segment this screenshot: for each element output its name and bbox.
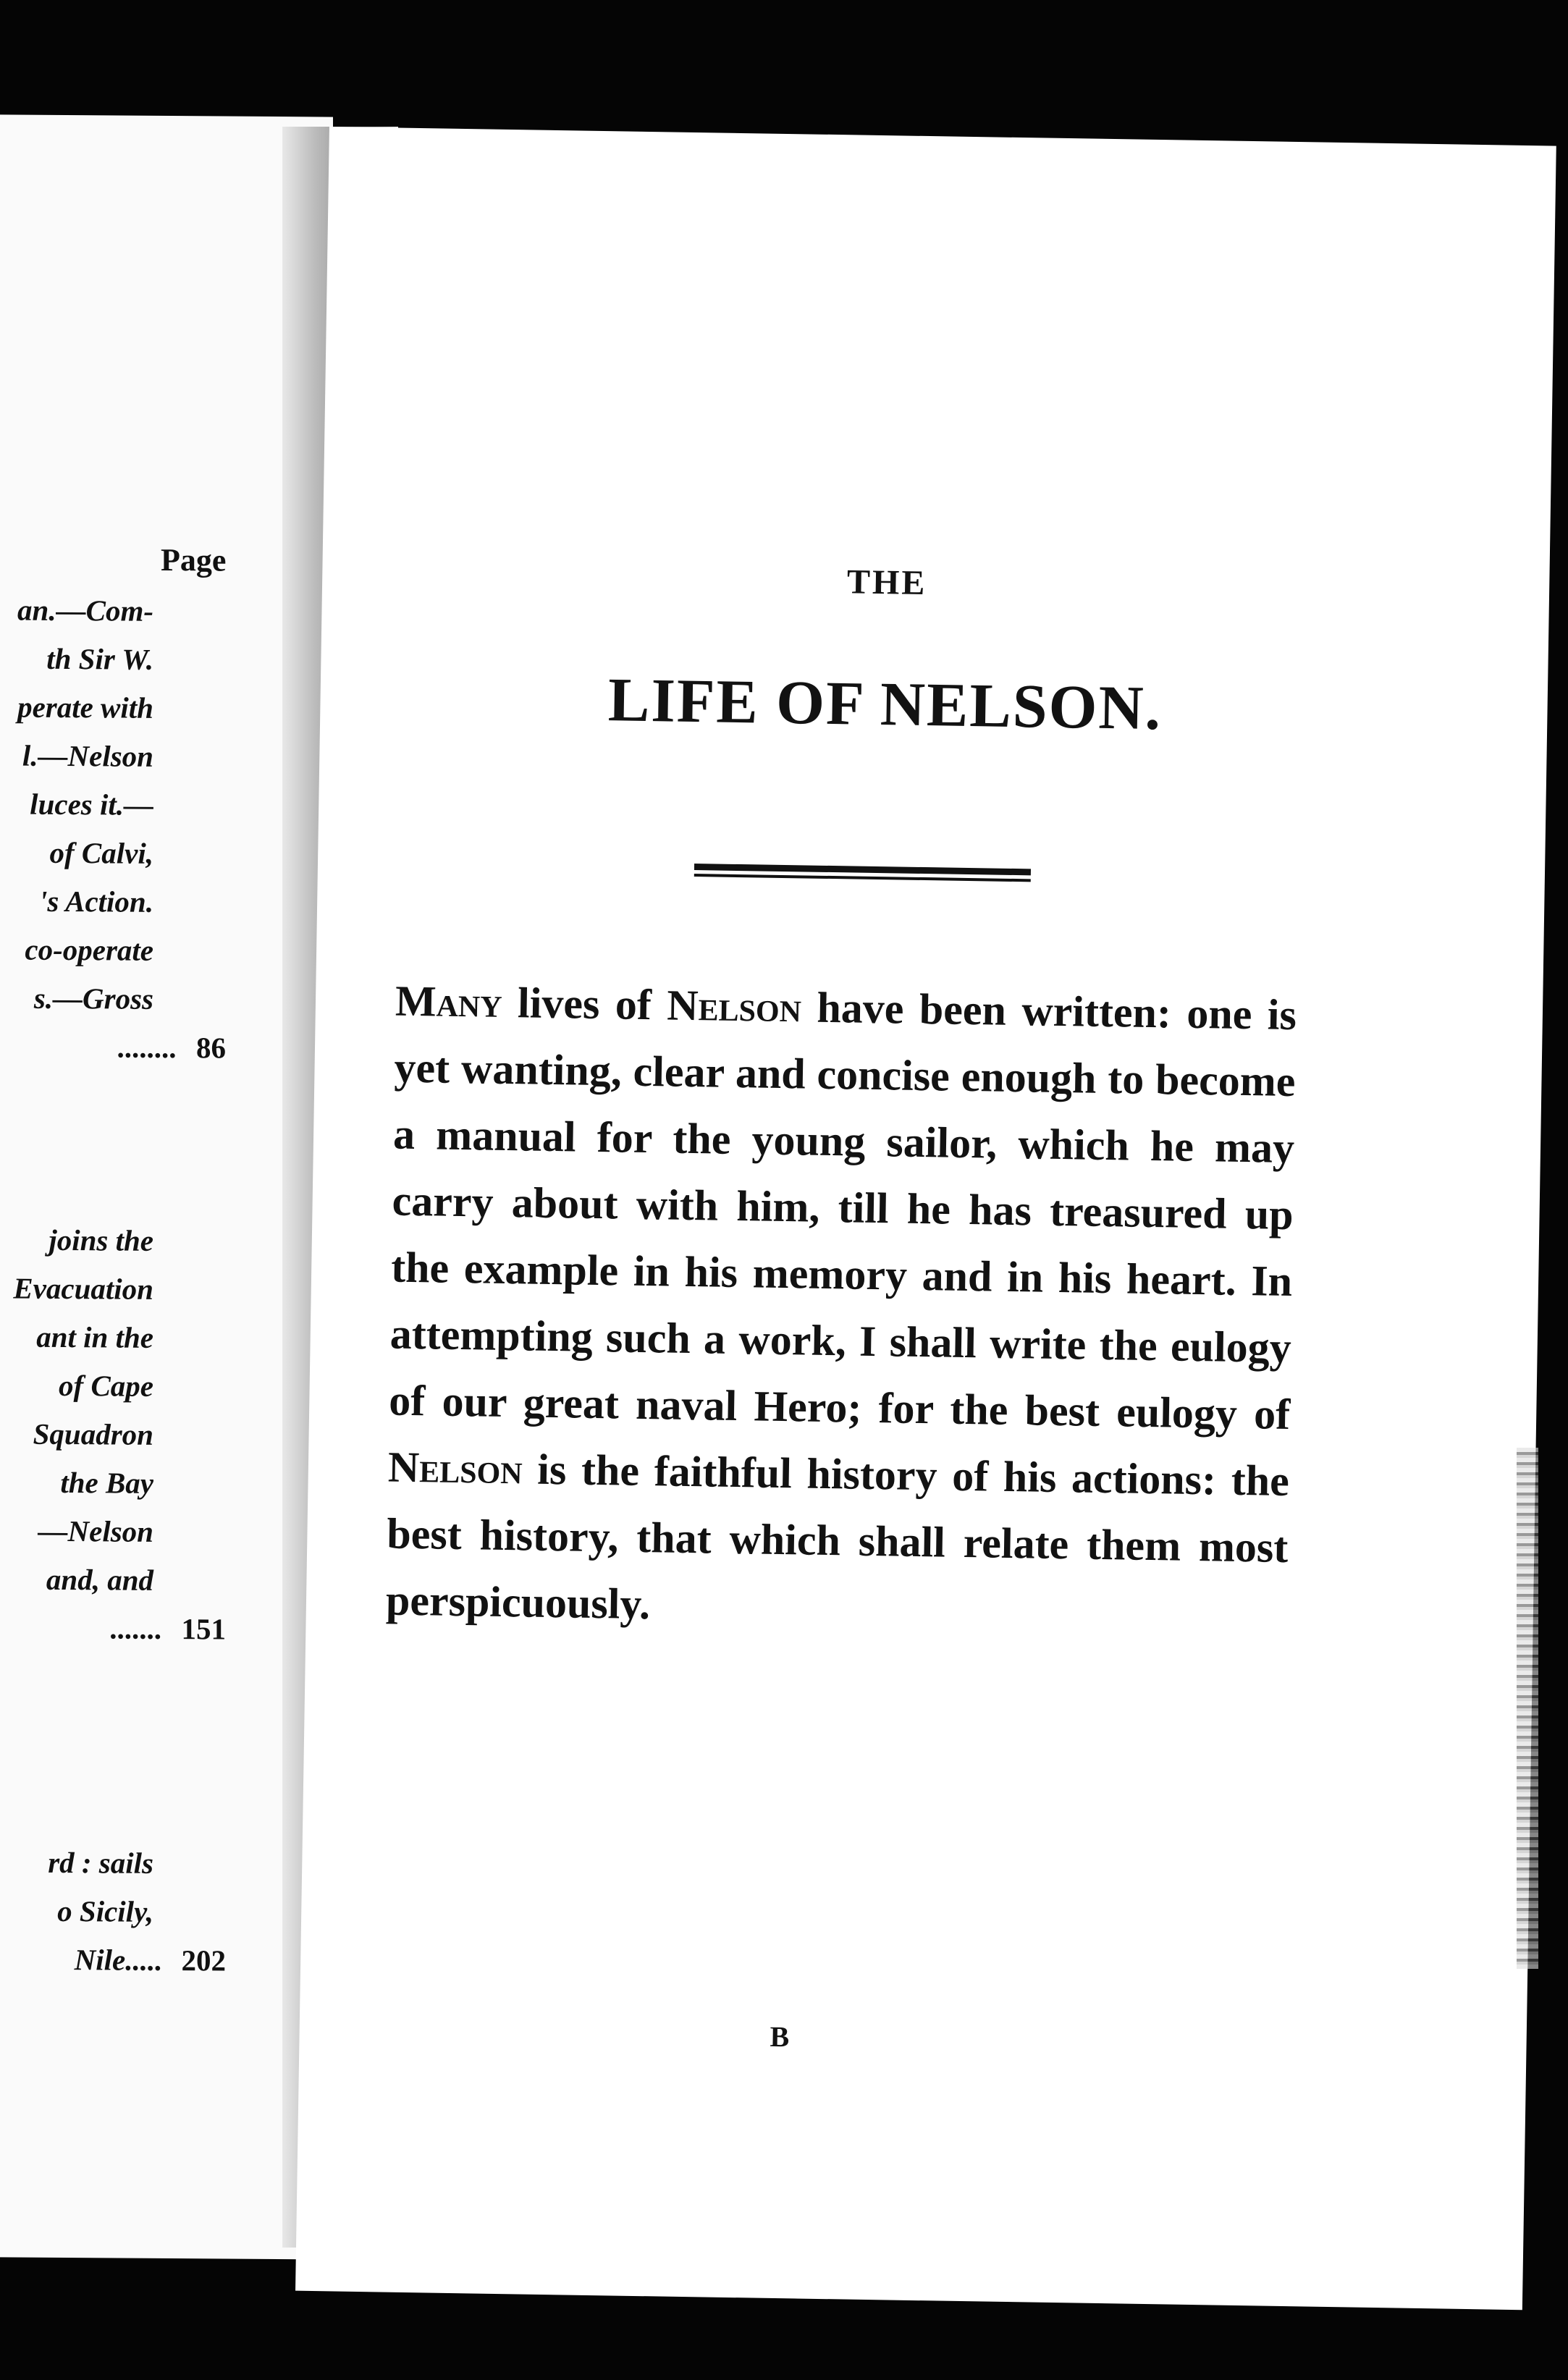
toc-line: Squadron [33,1417,153,1451]
double-rule-divider [694,864,1031,885]
toc-line: perate with [17,690,153,725]
toc-page-number: 151 [181,1612,226,1646]
small-caps-name: Nelson [387,1443,523,1493]
toc-entry-end [75,1942,226,1978]
toc-leader: ....... [110,1611,163,1645]
toc-line: co-operate [25,932,153,967]
toc-line: luces it.— [30,787,153,822]
toc-leader: ........ [118,1030,177,1065]
toc-page-header: Page [161,541,227,578]
toc-line: rd : sails [48,1845,153,1880]
toc-line: —Nelson [38,1514,153,1548]
toc-line: Evacuation [13,1271,153,1306]
small-caps-name: Nelson [666,981,802,1031]
toc-line: 's Action. [39,884,153,919]
toc-line: ant in the [36,1320,153,1354]
toc-line: of Cape [59,1368,153,1403]
paragraph-text: have been written: one is yet wanting, clear and concise enough to become a manual for the young sailor, which he may carry about with him, till he has treasured up the example in his memory and in his heart. In attempting such a work, I shall write the eulogy of our great naval Hero; for the best eulogy of [388,983,1297,1439]
toc-line: and, and [46,1562,153,1597]
paragraph-text: lives of [502,978,667,1029]
title-kicker: THE [846,562,927,603]
toc-line: s.—Gross [33,981,153,1016]
toc-line: o Sicily, [57,1894,153,1928]
toc-line: th Sir W. [46,641,153,676]
toc-page-number: 202 [181,1944,226,1978]
small-caps-word: Many [395,976,503,1026]
page-title: LIFE OF NELSON. [607,664,1163,743]
opening-paragraph [385,968,1297,1647]
right-page [295,127,1556,2310]
toc-leader: .... [132,1943,163,1977]
toc-line: l.—Nelson [22,738,153,773]
toc-entry-end [111,1611,226,1646]
signature-mark: B [770,2020,790,2054]
toc-line: an.—Com- [17,593,153,628]
page-edge-strip [1517,1448,1538,1969]
toc-line: the Bay [60,1465,153,1500]
toc-entry-end [118,1030,226,1065]
toc-line: joins the [49,1223,153,1257]
toc-line: of Calvi, [49,835,153,870]
paragraph-text: is the faithful history of his actions: the best history, that which shall relate them most perspicuously. [385,1445,1290,1629]
toc-page-number: 86 [196,1031,226,1065]
toc-line: Nile. [74,1943,133,1977]
